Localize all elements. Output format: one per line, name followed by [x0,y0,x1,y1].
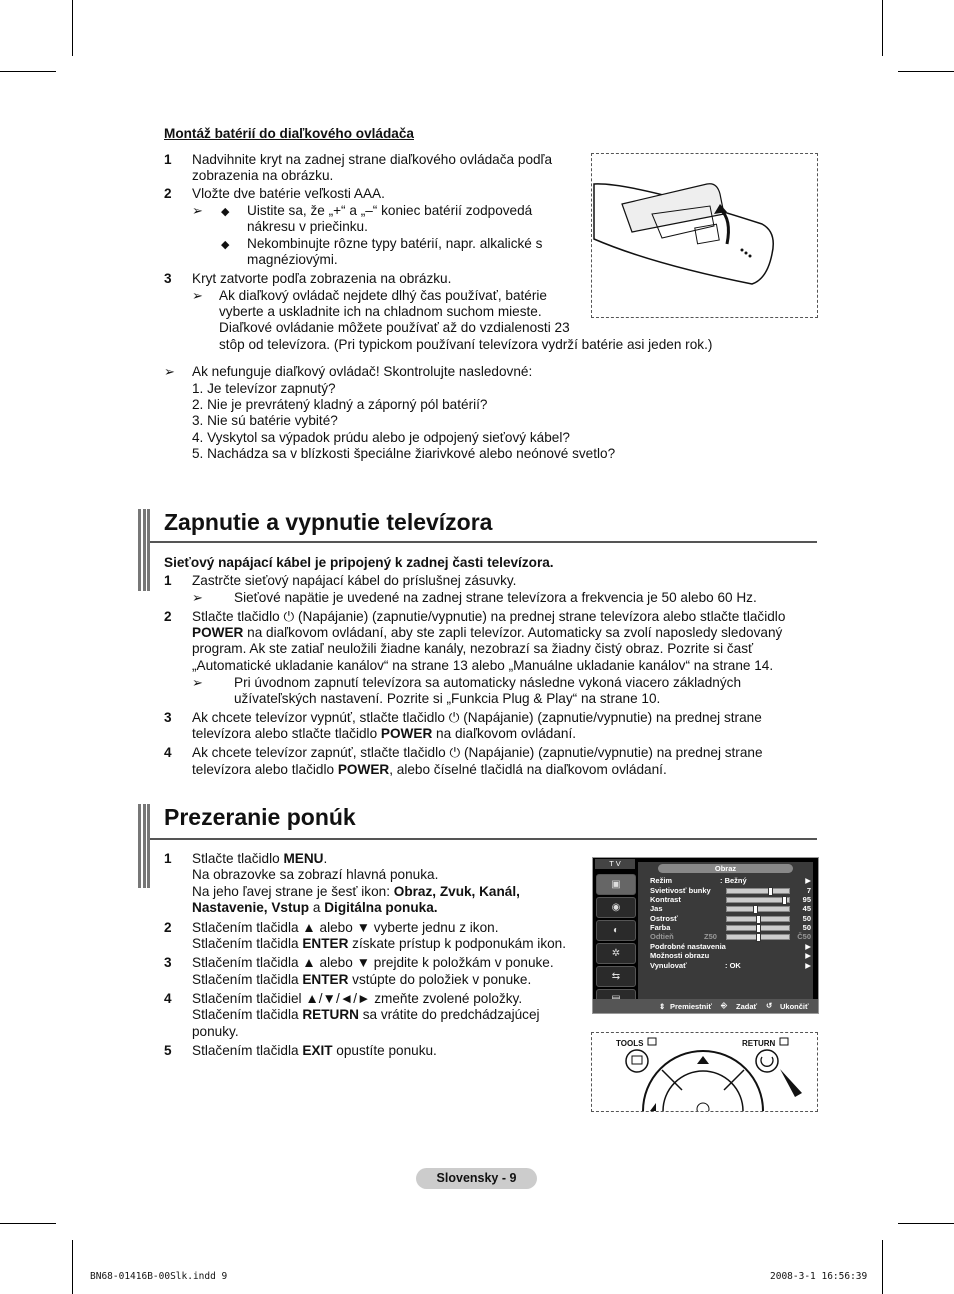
battery-heading: Montáž batérií do diaľkového ovládača [164,126,414,141]
power-note-text: užívateľských nastavení. Pozrite si „Funkcia Plug & Play“ na strane 10. [234,691,661,706]
picture-icon: ▣ [596,874,636,895]
step-number: 1 [164,573,172,588]
note-arrow-icon: ➢ [192,675,203,690]
remote-buttons-illustration [591,1032,818,1112]
osd-slider-knob[interactable] [782,896,787,905]
menus-step-1-text [192,900,438,915]
osd-slider-knob[interactable] [753,905,758,914]
text-span: na diaľkovom ovládaní. [432,726,577,741]
osd-slider-knob[interactable] [756,915,761,924]
power-step-2-text: program. Ak ste zatiaľ neuložili žiadne kanály, nezobrazí sa žiadny čistý obraz. Pozrite si časť [192,641,754,656]
troubleshoot-item: 5. Nachádza sa v blízkosti špeciálne žiarivkové alebo neónové svetlo? [192,446,616,461]
osd-tv-label: T V [595,859,635,869]
osd-slider[interactable] [726,888,790,894]
text-span: ENTER [302,972,349,987]
text-span: Stlačením tlačidla [192,1007,303,1022]
text-span: POWER [192,625,244,640]
chevron-right-icon: ▶ [805,876,811,885]
crop-mark [0,1223,56,1224]
crop-mark [882,0,883,56]
text-span: (Napájanie) (zapnutie/vypnutie) na prednej strane [464,745,763,760]
remote-back-icon [592,154,817,317]
crop-mark [882,1240,883,1294]
sound-icon: ◉ [596,897,636,918]
power-symbol-icon: ⏻ [449,745,461,760]
crop-mark [72,0,73,56]
troubleshoot-item: 2. Nie je prevrátený kladný a záporný pól batérií? [192,397,488,412]
return-icon: ↺ [766,1001,773,1010]
power-symbol-icon: ⏻ [283,609,295,624]
osd-slider[interactable] [726,897,790,903]
osd-footer-exit: Ukončiť [780,1002,809,1011]
menus-step-4-text: Stlačením tlačidiel ▲/▼/◄/► zmeňte zvolené položky. [192,991,523,1006]
power-note-text: Sieťové napätie je uvedené na zadnej strane televízora a frekvencia je 50 alebo 60 Hz. [234,590,757,605]
crop-mark [898,1223,954,1224]
remote-battery-illustration [591,153,818,318]
step-number: 2 [164,186,172,201]
osd-footer-enter: Zadať [736,1002,758,1011]
osd-row-label[interactable]: Ostrosť [650,914,678,923]
osd-row-left-value: Z50 [704,932,717,941]
text-span: televízora alebo stlačte tlačidlo [192,726,381,741]
note-arrow-icon: ➢ [192,288,203,303]
osd-row-value: 50 [802,923,811,932]
note-arrow-icon: ➢ [164,364,175,379]
text-span: . [323,851,328,866]
step-number: 3 [164,955,172,970]
osd-menu-screenshot [592,857,819,1014]
menus-step-1-text [192,851,327,866]
step-number: 1 [164,851,172,866]
osd-slider-knob[interactable] [756,924,761,933]
osd-row-value: Č50 [797,932,811,941]
osd-slider[interactable] [726,934,790,940]
osd-slider-knob[interactable] [768,887,773,896]
battery-note-text: Ak diaľkový ovládač nejdete dlhý čas používať, batérie [219,288,547,303]
osd-row-label[interactable]: Odtieň [650,932,674,941]
osd-slider-knob[interactable] [756,933,761,942]
section-title-menus: Prezeranie ponúk [164,804,356,830]
file-info: BN68-01416B-00Slk.indd 9 [90,1271,228,1282]
battery-step-1-text: Nadvihnite kryt na zadnej strane diaľkového ovládača podľa [192,152,553,167]
osd-footer-move: Premiestniť [670,1002,712,1011]
menus-step-1-text: Na obrazovke sa zobrazí hlavná ponuka. [192,867,439,882]
text-span: EXIT [302,1043,333,1058]
menus-step-1-text [192,884,520,899]
osd-row-value: 7 [806,886,811,895]
osd-row-value: 95 [802,895,811,904]
battery-bullet-text: magnéziovými. [247,252,338,267]
text-span: vstúpte do položiek v ponuke. [348,972,532,987]
text-span: televízora alebo tlačidlo [192,762,338,777]
text-span: Ak chcete televízor zapnúť, stlačte tlačidlo [192,745,446,760]
text-span: (Napájanie) (zapnutie/vypnutie) na prednej strane televízora alebo stlačte tlačidlo [297,609,786,624]
osd-row-label[interactable]: Farba [650,923,671,932]
text-span: MENU [283,851,324,866]
text-span: získate prístup k podponukám ikon. [348,936,567,951]
text-span: Stlačením tlačidla [192,1043,303,1058]
text-span: opustíte ponuku. [332,1043,437,1058]
power-step-2-text [192,609,785,625]
channel-icon: ◐ [596,920,636,941]
menus-step-2-text: Stlačením tlačidla ▲ alebo ▼ vyberte jednu z ikon. [192,920,499,935]
text-span: sa vrátite do predchádzajúcej [358,1007,540,1022]
battery-bullet-text: Nekombinujte rôzne typy batérií, napr. alkalické s [247,236,543,251]
text-span: Obraz, Zvuk, Kanál, [393,884,520,899]
print-date: 2008-3-1 16:56:39 [770,1271,868,1282]
step-number: 3 [164,271,172,286]
osd-slider[interactable] [726,916,790,922]
osd-row-value: : OK [725,961,741,970]
menus-step-5-text [192,1043,437,1058]
power-intro: Sieťový napájací kábel je pripojený k zadnej časti televízora. [164,555,554,570]
text-span: Stlačením tlačidla [192,936,303,951]
menus-step-3-text: Stlačením tlačidla ▲ alebo ▼ prejdite k položkám v ponuke. [192,955,554,970]
osd-row-label[interactable]: Kontrast [650,895,681,904]
osd-icon-column [593,870,637,1005]
battery-note-text: stôp od televízora. (Pri typickom používaní televízora vydrží batérie asi jeden rok.) [219,337,713,352]
chevron-right-icon: ▶ [805,961,811,970]
osd-row-value: : Bežný [720,876,747,885]
power-step-1-text: Zastrčte sieťový napájací kábel do príslušnej zásuvky. [192,573,517,588]
note-arrow-icon: ➢ [192,590,203,605]
battery-note-text: Diaľkové ovládanie môžete používať až do vzdialenosti 23 [219,320,570,335]
osd-row-label[interactable]: Možnosti obrazu [650,951,710,960]
power-symbol-icon: ⏻ [448,710,460,725]
return-label: RETURN [742,1039,776,1048]
osd-row-label[interactable]: Režim [650,876,673,885]
power-note-text: Pri úvodnom zapnutí televízora sa automaticky následne vykoná viacero základných [234,675,742,690]
updown-icon: ⇕ [659,1002,666,1011]
osd-slider[interactable] [726,925,790,931]
enter-icon: ⎆ [721,1001,727,1010]
step-number: 2 [164,609,172,624]
section-bar [138,804,150,888]
text-span: Digitálna ponuka. [324,900,438,915]
menus-step-2-text [192,936,566,951]
troubleshoot-item: 3. Nie sú batérie vybité? [192,413,338,428]
text-span: RETURN [302,1007,359,1022]
page-number-badge: Slovensky - 9 [416,1168,537,1189]
troubleshoot-text: Ak nefunguje diaľkový ovládač! Skontrolujte nasledovné: [192,364,533,379]
bullet-diamond-icon: ◆ [221,239,230,251]
crop-mark [898,71,954,72]
text-span: Stlačte tlačidlo [192,609,280,624]
power-step-2-text: „Automatické ukladanie kanálov“ na strane 13 alebo „Manuálne ukladanie kanálov“ na strane 14. [192,658,774,673]
power-step-3-text [192,710,762,726]
power-step-3-text [192,726,576,741]
battery-bullet-text: nákresu v priečinku. [247,219,368,234]
osd-header: Obraz [658,864,793,873]
chevron-right-icon: ▶ [805,951,811,960]
section-title-power: Zapnutie a vypnutie televízora [164,509,493,535]
osd-row-label[interactable]: Vynulovať [650,961,687,970]
troubleshoot-item: 1. Je televízor zapnutý? [192,381,336,396]
step-number: 1 [164,152,172,167]
menus-step-4-text [192,1007,540,1022]
troubleshoot-item: 4. Vyskytol sa výpadok prúdu alebo je odpojený sieťový kábel? [192,430,570,445]
text-span: Nastavenie, Vstup [192,900,310,915]
battery-step-2-text: Vložte dve batérie veľkosti AAA. [192,186,385,201]
osd-row-label[interactable]: Jas [650,904,663,913]
chevron-right-icon: ▶ [805,942,811,951]
osd-main-panel [638,862,813,1000]
osd-row-value: 45 [802,904,811,913]
text-span: Ak chcete televízor vypnúť, stlačte tlačidlo [192,710,445,725]
step-number: 4 [164,991,172,1006]
text-span: , alebo číselné tlačidlá na diaľkovom ovládaní. [389,762,667,777]
text-span: a [309,900,325,915]
bullet-diamond-icon: ◆ [221,206,230,218]
power-step-4-text [192,745,763,761]
section-rule [150,838,817,840]
text-span: Stlačte tlačidlo [192,851,284,866]
crop-mark [0,71,56,72]
step-number: 2 [164,920,172,935]
battery-bullet-text: Uistite sa, že „+“ a „–“ koniec batérií zodpovedá [247,203,533,218]
battery-step-1-text: zobrazenia na obrázku. [192,168,334,183]
text-span: POWER [380,726,433,741]
text-span: Na jeho ľavej strane je šesť ikon: [192,884,394,899]
crop-mark [72,1240,73,1294]
text-span: Stlačením tlačidla [192,972,303,987]
text-span: POWER [337,762,390,777]
text-span: ENTER [302,936,349,951]
tools-label: TOOLS [616,1039,644,1048]
text-span: na diaľkovom ovládaní, aby ste zapli televízor. Automaticky sa zvolí naposledy sledovaný [243,625,783,640]
menus-step-4-text: ponuky. [192,1024,239,1039]
section-bar [138,509,150,591]
power-step-4-text [192,762,667,777]
power-step-2-text [192,625,782,640]
setup-icon: ✲ [596,943,636,964]
osd-slider[interactable] [726,906,790,912]
osd-row-label[interactable]: Svietivosť bunky [650,886,711,895]
step-number: 4 [164,745,172,760]
note-arrow-icon: ➢ [192,203,203,218]
osd-footer [593,999,818,1013]
battery-step-3-text: Kryt zatvorte podľa zobrazenia na obrázku. [192,271,452,286]
battery-note-text: vyberte a uskladnite ich na chladnom suchom mieste. [219,304,542,319]
osd-row-value: 50 [802,914,811,923]
input-icon: ⇆ [596,966,636,987]
step-number: 5 [164,1043,172,1058]
step-number: 3 [164,710,172,725]
osd-row-label[interactable]: Podrobné nastavenia [650,942,726,951]
section-rule [150,541,817,543]
menus-step-3-text [192,972,531,987]
text-span: (Napájanie) (zapnutie/vypnutie) na prednej strane [463,710,762,725]
